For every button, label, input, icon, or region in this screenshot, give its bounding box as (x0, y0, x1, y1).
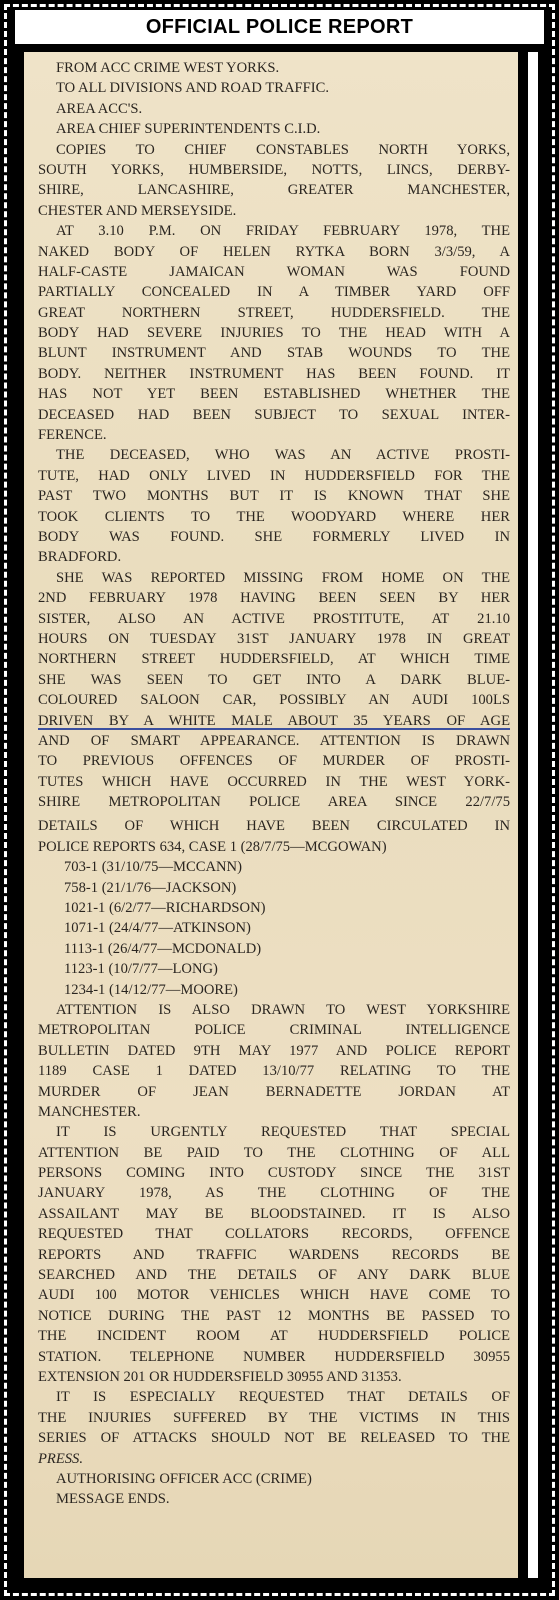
report-line: SEARCHED AND THE DETAILS OF ANY DARK BLUE (38, 1267, 510, 1284)
report-line: JANUARY 1978, AS THE CLOTHING OF THE (38, 1185, 510, 1202)
report-header (13, 8, 546, 46)
report-line: NAKED BODY OF HELEN RYTKA BORN 3/3/59, A (38, 243, 510, 260)
report-line: 1234-1 (14/12/77—MOORE) (64, 981, 238, 998)
report-line: DETAILS OF WHICH HAVE BEEN CIRCULATED IN (38, 818, 510, 835)
report-line: STATION. TELEPHONE NUMBER HUDDERSFIELD 30955 (38, 1348, 510, 1365)
report-line: 1189 CASE 1 DATED 13/10/77 RELATING TO THE (38, 1063, 510, 1080)
report-line: FROM ACC CRIME WEST YORKS. (56, 60, 280, 76)
report-line: ATTENTION IS ALSO DRAWN TO WEST YORKSHIRE (56, 1001, 510, 1018)
report-line: AND OF SMART APPEARANCE. ATTENTION IS DRAWN (38, 732, 510, 749)
report-line: GREAT NORTHERN STREET, HUDDERSFIELD. THE (38, 304, 510, 321)
report-line: TO PREVIOUS OFFENCES OF MURDER OF PROSTI- (38, 753, 510, 770)
report-line: COLOURED SALOON CAR, POSSIBLY AN AUDI 100LS (38, 692, 510, 709)
report-line: SHIRE METROPOLITAN POLICE AREA SINCE 22/7/75 (38, 794, 510, 811)
report-line: 758-1 (21/1/76—JACKSON) (64, 879, 237, 896)
report-line: SOUTH YORKS, HUMBERSIDE, NOTTS, LINCS, DERBY- (38, 161, 510, 178)
report-line: TOOK CLIENTS TO THE WOODYARD WHERE HER (38, 508, 510, 525)
report-line: BODY. NEITHER INSTRUMENT HAS BEEN FOUND. IT (38, 365, 510, 382)
report-line: FERENCE. (38, 427, 107, 444)
report-line: BODY WAS FOUND. SHE FORMERLY LIVED IN (38, 528, 510, 545)
report-line: SHE WAS REPORTED MISSING FROM HOME ON THE (56, 569, 510, 586)
report-line: 1123-1 (10/7/77—LONG) (64, 961, 218, 978)
report-line: DECEASED HAD BEEN SUBJECT TO SEXUAL INTER- (38, 406, 510, 423)
report-line: AREA ACC'S. (56, 100, 143, 117)
report-line: IT IS ESPECIALLY REQUESTED THAT DETAILS OF (56, 1389, 510, 1406)
report-line: SHIRE, LANCASHIRE, GREATER MANCHESTER, (38, 182, 510, 199)
report-line: AUDI 100 MOTOR VEHICLES WHICH HAVE COME TO (38, 1287, 510, 1304)
report-line: HAS NOT YET BEEN ESTABLISHED WHETHER THE (38, 386, 510, 403)
report-line: SERIES OF ATTACKS SHOULD NOT BE RELEASED TO THE (38, 1430, 510, 1447)
report-line: CHESTER AND MERSEYSIDE. (38, 202, 237, 219)
report-line: AREA CHIEF SUPERINTENDENTS C.I.D. (56, 121, 321, 138)
report-line: 1071-1 (24/4/77—ATKINSON) (64, 920, 251, 937)
report-line: 703-1 (31/10/75—MCCANN) (64, 859, 242, 876)
report-line: BLUNT INSTRUMENT AND STAB WOUNDS TO THE (38, 345, 510, 362)
report-line: IT IS URGENTLY REQUESTED THAT SPECIAL (56, 1124, 510, 1141)
report-title: OFFICIAL POLICE REPORT (145, 15, 414, 38)
report-line: HOURS ON TUESDAY 31ST JANUARY 1978 IN GREAT (38, 630, 510, 647)
newspaper-clipping (24, 52, 518, 1578)
report-line: DRIVEN BY A WHITE MALE ABOUT 35 YEARS OF AGE (38, 712, 510, 729)
report-line: METROPOLITAN POLICE CRIMINAL INTELLIGENCE (38, 1022, 510, 1039)
report-line: PARTIALLY CONCEALED IN A TIMBER YARD OFF (38, 284, 510, 301)
report-line: HALF-CASTE JAMAICAN WOMAN WAS FOUND (38, 263, 510, 280)
report-line: MESSAGE ENDS. (56, 1491, 170, 1508)
report-line: THE INJURIES SUFFERED BY THE VICTIMS IN THIS (38, 1409, 510, 1426)
paper-edge (528, 52, 538, 1578)
report-line: REPORTS AND TRAFFIC WARDENS RECORDS BE (38, 1246, 510, 1263)
report-line: 1113-1 (26/4/77—MCDONALD) (64, 940, 262, 957)
report-line: AUTHORISING OFFICER ACC (CRIME) (56, 1470, 312, 1487)
report-line: MURDER OF JEAN BERNADETTE JORDAN AT (38, 1083, 510, 1100)
report-line: SHE WAS SEEN TO GET INTO A DARK BLUE- (38, 671, 510, 688)
report-line: COPIES TO CHIEF CONSTABLES NORTH YORKS, (56, 141, 510, 158)
report-line: TO ALL DIVISIONS AND ROAD TRAFFIC. (56, 80, 329, 97)
report-line: 1021-1 (6/2/77—RICHARDSON) (64, 900, 266, 917)
report-line: SISTER, ALSO AN ACTIVE PROSTITUTE, AT 21.10 (38, 610, 510, 627)
report-line: THE DECEASED, WHO WAS AN ACTIVE PROSTI- (56, 447, 510, 464)
report-line: POLICE REPORTS 634, CASE 1 (28/7/75—MCGOWAN) (38, 838, 387, 855)
report-line: 2ND FEBRUARY 1978 HAVING BEEN SEEN BY HER (38, 590, 510, 607)
report-line: MANCHESTER. (38, 1103, 141, 1120)
report-line: NOTICE DURING THE PAST 12 MONTHS BE PASSED TO (38, 1307, 510, 1324)
report-line: REQUESTED THAT COLLATORS RECORDS, OFFENCE (38, 1226, 510, 1243)
report-line: AT 3.10 P.M. ON FRIDAY FEBRUARY 1978, THE (56, 223, 510, 240)
report-line: ASSAILANT MAY BE BLOODSTAINED. IT IS ALSO (38, 1205, 510, 1222)
report-line: EXTENSION 201 OR HUDDERSFIELD 30955 AND 31353. (38, 1369, 402, 1385)
report-line: TUTES WHICH HAVE OCCURRED IN THE WEST YORK- (38, 773, 510, 790)
report-line: BODY HAD SEVERE INJURIES TO THE HEAD WITH A (38, 325, 510, 342)
report-line: PAST TWO MONTHS BUT IT IS KNOWN THAT SHE (38, 488, 510, 505)
report-line: NORTHERN STREET HUDDERSFIELD, AT WHICH TIME (38, 651, 510, 668)
report-line: PERSONS COMING INTO CUSTODY SINCE THE 31ST (38, 1165, 510, 1182)
report-line: PRESS. (38, 1450, 83, 1467)
report-line: TUTE, HAD ONLY LIVED IN HUDDERSFIELD FOR THE (38, 467, 510, 484)
report-line: BRADFORD. (38, 549, 122, 566)
report-line: THE INCIDENT ROOM AT HUDDERSFIELD POLICE (38, 1328, 510, 1345)
report-line: ATTENTION BE PAID TO THE CLOTHING OF ALL (38, 1144, 510, 1161)
report-line: BULLETIN DATED 9TH MAY 1977 AND POLICE REPORT (38, 1042, 510, 1059)
